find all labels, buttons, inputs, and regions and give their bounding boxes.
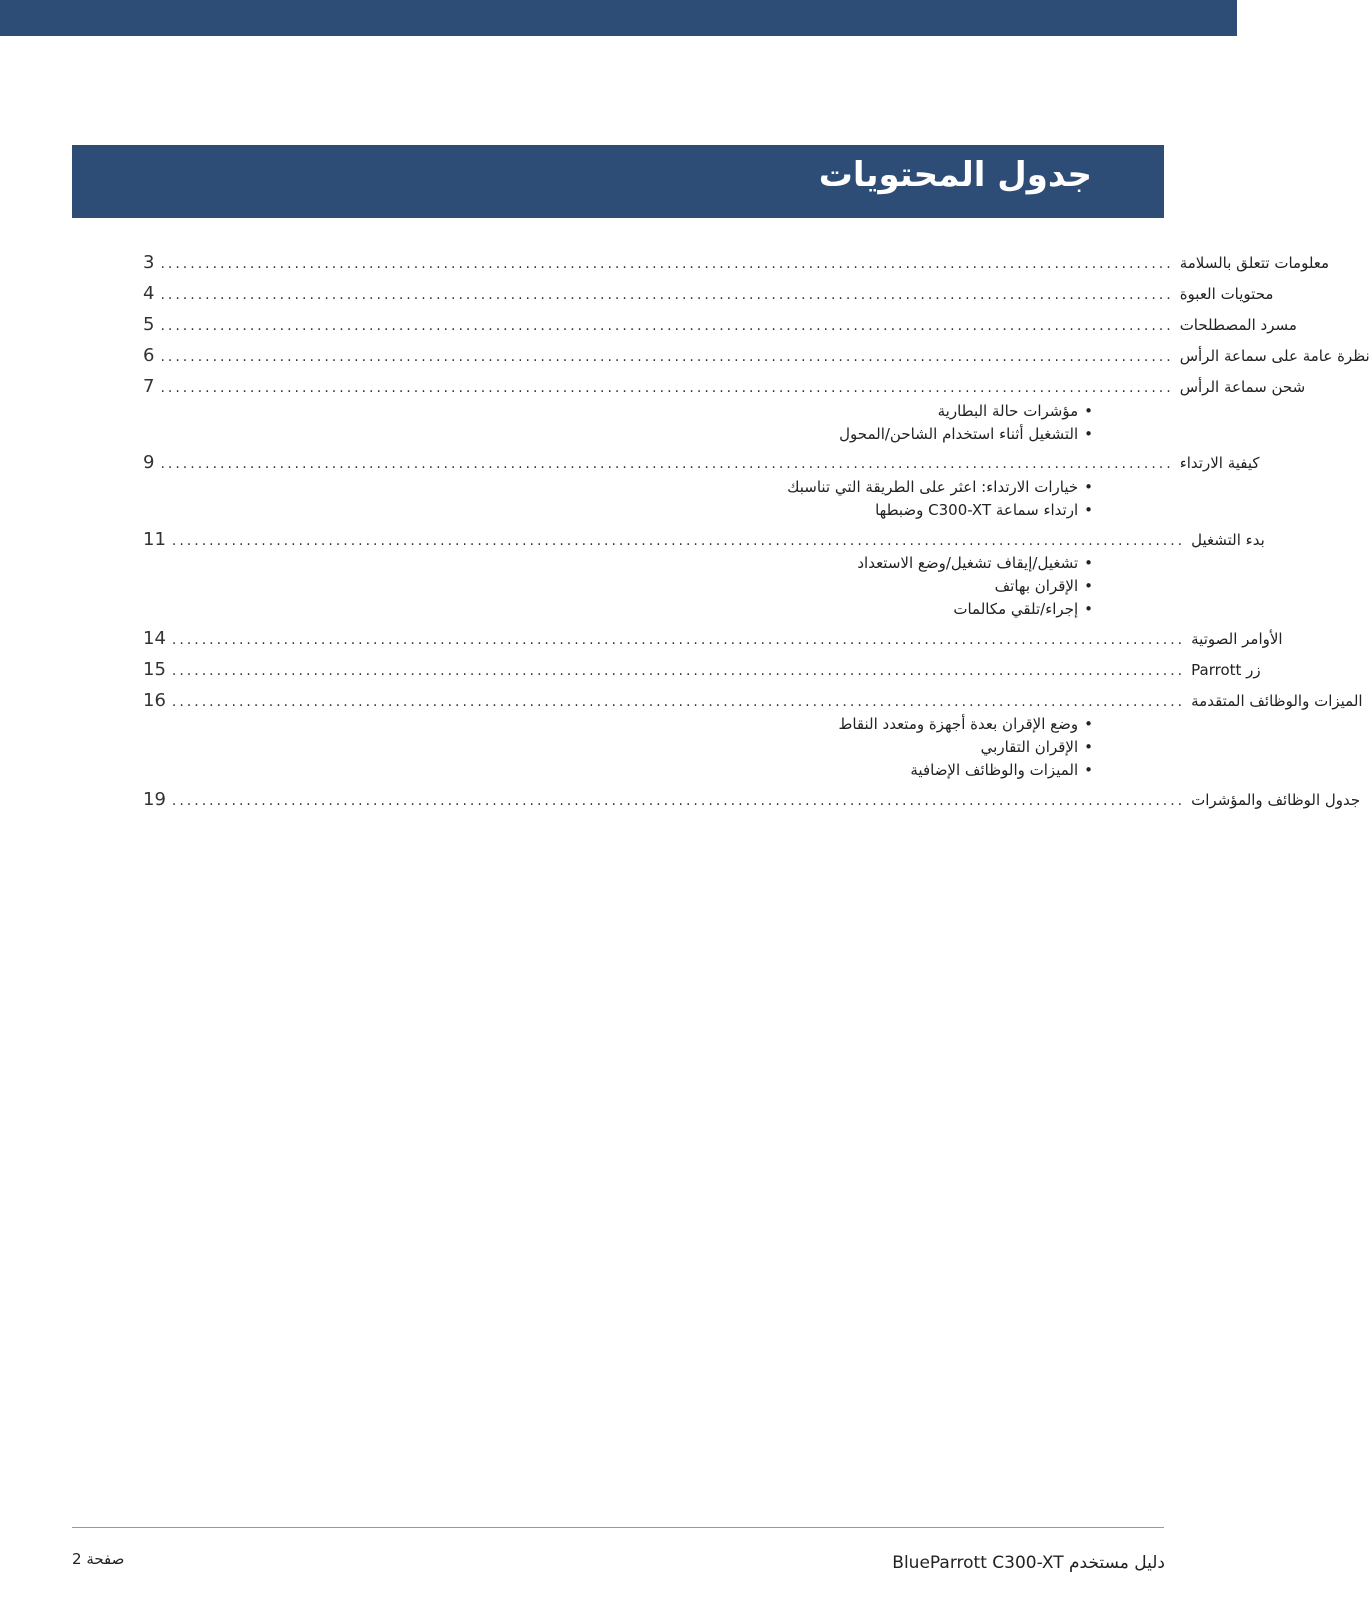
- toc-title: الأوامر الصوتية: [1191, 630, 1283, 648]
- toc-entry[interactable]: [143, 314, 1297, 342]
- toc-sub-item[interactable]: •تشغيل/إيقاف تشغيل/وضع الاستعداد: [857, 554, 1093, 572]
- toc-entry[interactable]: [143, 283, 1274, 311]
- footer-divider: [72, 1527, 1164, 1528]
- toc-leader-dots: ........................................................................................................................................: [171, 793, 1186, 809]
- top-color-band: [0, 0, 1237, 36]
- toc-title: مسرد المصطلحات: [1179, 316, 1297, 334]
- toc-entry[interactable]: [143, 789, 1361, 817]
- title-banner: [72, 145, 1164, 218]
- toc-page-number: 19: [143, 789, 166, 810]
- bullet-icon: •: [1084, 478, 1093, 496]
- bullet-icon: •: [1084, 738, 1093, 756]
- toc-sub-item[interactable]: •التشغيل أثناء استخدام الشاحن/المحول: [839, 425, 1093, 443]
- toc-entry[interactable]: [143, 529, 1265, 557]
- toc-leader-dots: ........................................................................................................................................: [160, 287, 1174, 303]
- toc-sub-item[interactable]: •وضع الإقران بعدة أجهزة ومتعدد النقاط: [838, 715, 1093, 733]
- toc-title: شحن سماعة الرأس: [1179, 378, 1306, 396]
- toc-entry[interactable]: [143, 345, 1370, 373]
- toc-entry[interactable]: [143, 628, 1283, 656]
- toc-sub-item[interactable]: •مؤشرات حالة البطارية: [937, 402, 1093, 420]
- toc-leader-dots: ........................................................................................................................................: [171, 632, 1186, 648]
- toc-title: بدء التشغيل: [1191, 531, 1265, 549]
- toc-page-number: 15: [143, 659, 166, 680]
- toc-title: زر Parrott: [1191, 661, 1261, 679]
- toc-page-number: 14: [143, 628, 166, 649]
- toc-title: كيفية الارتداء: [1179, 454, 1260, 472]
- toc-leader-dots: ........................................................................................................................................: [160, 349, 1174, 365]
- bullet-icon: •: [1084, 402, 1093, 420]
- toc-title: محتويات العبوة: [1179, 285, 1274, 303]
- bullet-icon: •: [1084, 761, 1093, 779]
- toc-title: نظرة عامة على سماعة الرأس: [1179, 347, 1370, 365]
- bullet-icon: •: [1084, 425, 1093, 443]
- bullet-icon: •: [1084, 501, 1093, 519]
- toc-title: الميزات والوظائف المتقدمة: [1191, 692, 1363, 710]
- toc-page-number: 6: [143, 345, 155, 366]
- toc-leader-dots: ........................................................................................................................................: [171, 533, 1186, 549]
- toc-entry[interactable]: [143, 659, 1261, 687]
- toc-sub-item[interactable]: •ارتداء سماعة C300-XT وضبطها: [875, 501, 1093, 519]
- toc-sub-item[interactable]: •الإقران التقاربي: [980, 738, 1093, 756]
- toc-page-number: 7: [143, 376, 155, 397]
- toc-title: جدول الوظائف والمؤشرات: [1191, 791, 1361, 809]
- toc-leader-dots: ........................................................................................................................................: [171, 694, 1186, 710]
- toc-title: معلومات تتعلق بالسلامة: [1179, 254, 1330, 272]
- bullet-icon: •: [1084, 600, 1093, 618]
- toc-entry[interactable]: [143, 690, 1363, 718]
- toc-leader-dots: ........................................................................................................................................: [160, 256, 1174, 272]
- bullet-icon: •: [1084, 715, 1093, 733]
- toc-sub-item[interactable]: •خيارات الارتداء: اعثر على الطريقة التي تناسبك: [787, 478, 1093, 496]
- toc-entry[interactable]: [143, 452, 1260, 480]
- footer-document-title: دليل مستخدم BlueParrott C300-XT: [892, 1553, 1165, 1573]
- bullet-icon: •: [1084, 577, 1093, 595]
- toc-leader-dots: ........................................................................................................................................: [160, 380, 1174, 396]
- toc-leader-dots: ........................................................................................................................................: [171, 663, 1186, 679]
- bullet-icon: •: [1084, 554, 1093, 572]
- page-title: جدول المحتويات: [818, 155, 1092, 195]
- toc-page-number: 11: [143, 529, 166, 550]
- toc-page-number: 3: [143, 252, 155, 273]
- footer-page-number: صفحة 2: [72, 1550, 125, 1568]
- toc-sub-item[interactable]: •الإقران بهاتف: [994, 577, 1093, 595]
- toc-sub-item[interactable]: •إجراء/تلقي مكالمات: [953, 600, 1093, 618]
- toc-sub-item[interactable]: •الميزات والوظائف الإضافية: [910, 761, 1093, 779]
- toc-leader-dots: ........................................................................................................................................: [160, 456, 1174, 472]
- toc-page-number: 16: [143, 690, 166, 711]
- toc-entry[interactable]: [143, 376, 1306, 404]
- toc-page-number: 9: [143, 452, 155, 473]
- toc-page-number: 4: [143, 283, 155, 304]
- toc-page-number: 5: [143, 314, 155, 335]
- toc-entry[interactable]: [143, 252, 1330, 280]
- toc-leader-dots: ........................................................................................................................................: [160, 318, 1174, 334]
